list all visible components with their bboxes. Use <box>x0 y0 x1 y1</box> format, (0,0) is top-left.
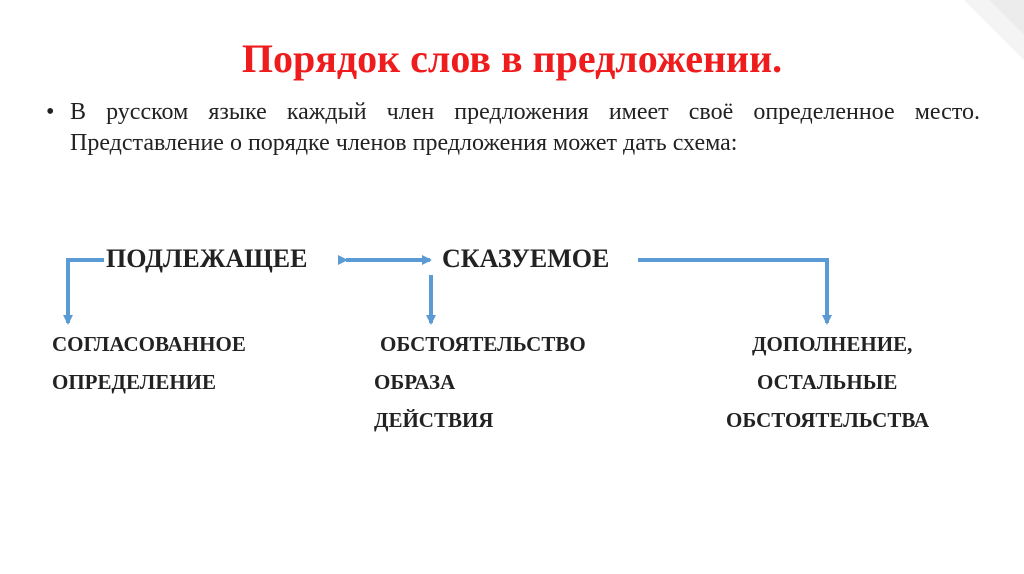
arrow-predicate-to-object <box>638 260 827 323</box>
bullet-paragraph <box>46 97 980 159</box>
predicate-node: СКАЗУЕМОЕ <box>442 244 610 273</box>
object-node-line3: ОБСТОЯТЕЛЬСТВА <box>726 408 930 432</box>
bullet-text: В русском языке каждый член предложения имеет своё определенное место. Представление о порядке членов предложения может дать схема: <box>70 99 980 156</box>
attribute-node-line2: ОПРЕДЕЛЕНИЕ <box>52 370 217 394</box>
adverbial-node-line2: ОБРАЗА <box>374 370 456 394</box>
object-node-line2: ОСТАЛЬНЫЕ <box>757 370 898 394</box>
bullet-marker: • <box>46 99 55 125</box>
subject-node: ПОДЛЕЖАЩЕЕ <box>106 244 308 273</box>
arrow-subject-to-attribute <box>68 260 104 323</box>
adverbial-node-line3: ДЕЙСТВИЯ <box>374 408 494 432</box>
object-node-line1: ДОПОЛНЕНИЕ, <box>752 332 913 356</box>
attribute-node-line1: СОГЛАСОВАННОЕ <box>52 332 246 356</box>
slide-title: Порядок слов в предложении. <box>241 36 783 81</box>
adverbial-node-line1: ОБСТОЯТЕЛЬСТВО <box>380 332 586 356</box>
